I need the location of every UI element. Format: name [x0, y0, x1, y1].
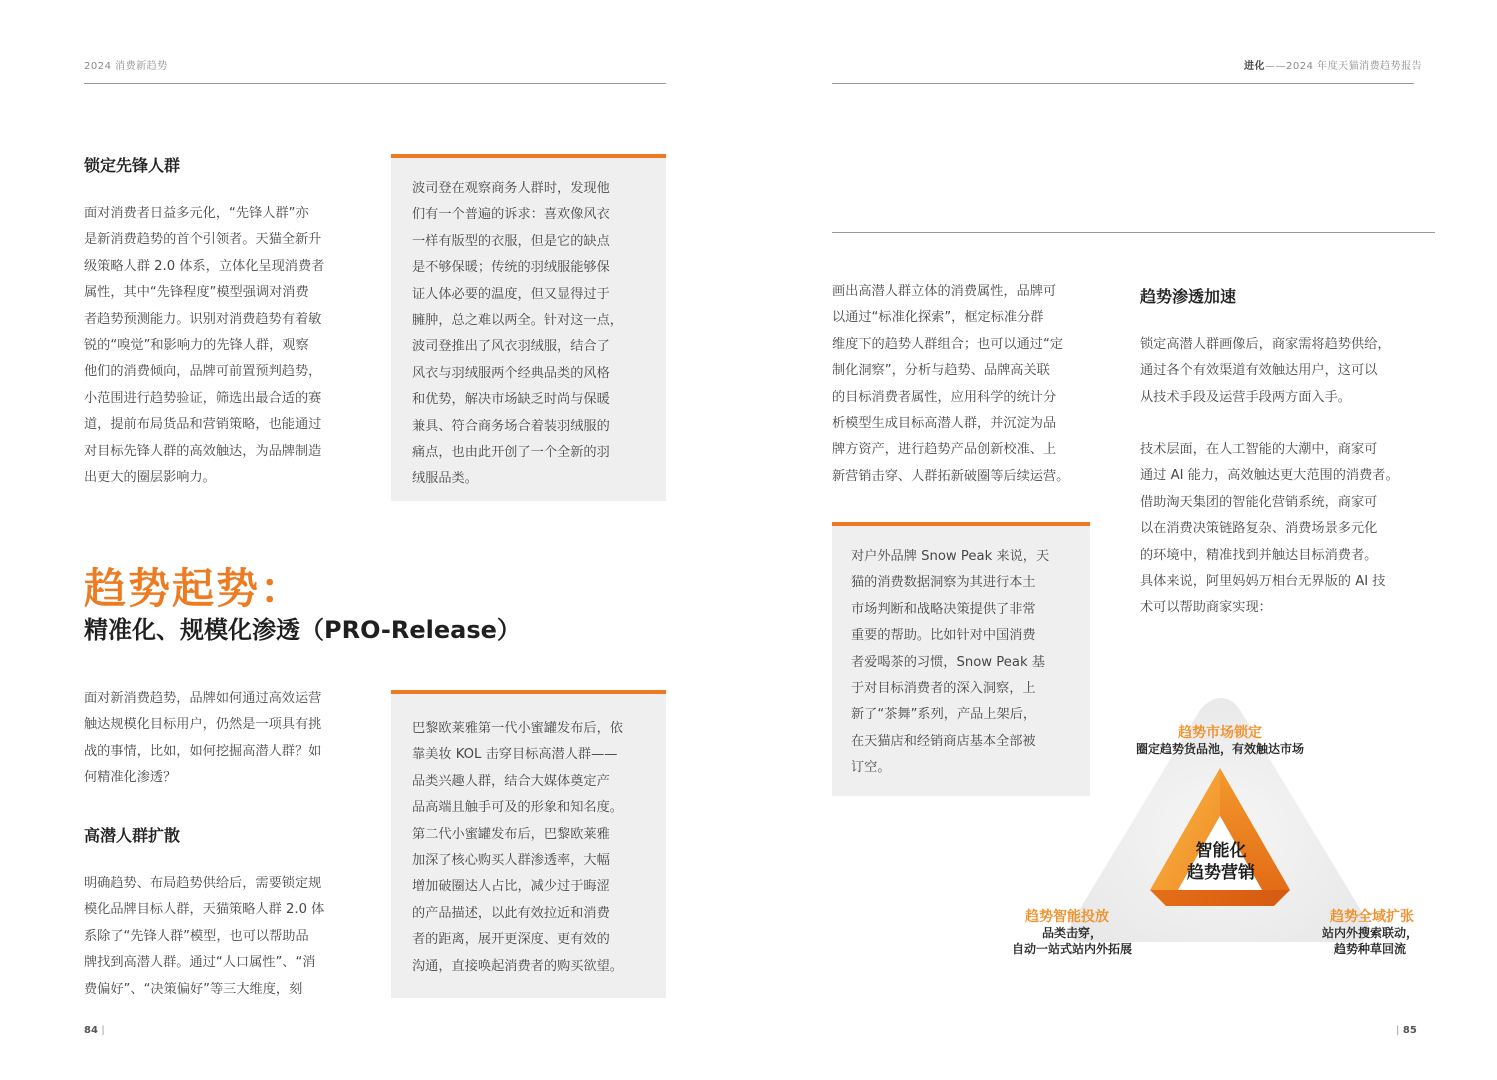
left-running-header: 2024 消费新趋势	[84, 61, 168, 72]
section-body-para2: 技术层面，在人工智能的大潮中，商家可 通过 AI 能力，高效触达更大范围的消费者。 借助淘天集团的智能化营销系统，商家可 以在消费决策链路复杂、消费场景多元化 的环境中，精准找到并触达目标消费者。 具体来说，阿里妈妈万相台无界版的 AI 技 术可以帮助商家实现：	[1140, 442, 1399, 616]
section-heading-trend-penetration: 趋势渗透加速	[1140, 287, 1237, 306]
chapter-title: 趋势起势：	[84, 564, 305, 613]
left-header-rule	[84, 83, 666, 84]
diagram-right-desc: 站内外搜索联动， 趋势种草回流	[1321, 926, 1418, 956]
right-page-number: | 85	[1396, 1025, 1417, 1036]
section-body-lock-pioneers: 面对消费者日益多元化，“先锋人群”亦 是新消费趋势的首个引领者。天猫全新升 级策略人群 2.0 体系，立体化呈现消费者 属性，其中“先锋程度”模型强调对消费 者趋势预测能力。识别对消费趋势有着敏 锐的“嗅觉”和影响力的先锋人群，观察 他们的消费倾向，品牌可前置预判趋势， 小范围进行趋势验证，筛选出最合适的赛 道，提前布局货品和营销策略，也能通过 对目标先锋人群的高效触达，为品牌制造 出更大的圈层影响力。	[84, 206, 325, 486]
right-running-header: 进化——2024 年度天猫消费趋势报告	[1244, 61, 1423, 72]
case-box-loreal-text: 巴黎欧莱雅第一代小蜜罐发布后，依 靠美妆 KOL 击穿目标高潜人群—— 品类兴趣人群，结合大媒体奠定产 品高端且触手可及的形象和知名度。 第二代小蜜罐发布后，巴黎欧莱雅 加深了核心购买人群渗透率，大幅 增加破圈达人占比，减少过于晦涩 的产品描述，以此有效拉近和消费 者的距离，展开更深度、更有效的 沟通，直接唤起消费者的购买欲望。	[412, 721, 623, 974]
triangle-bottom-bar	[1150, 890, 1290, 906]
diagram-center-label: 智能化 趋势营销	[1187, 841, 1255, 883]
diagram-right-title: 趋势全域扩张	[1330, 909, 1414, 925]
diagram-top-title: 趋势市场锁定	[1178, 725, 1262, 741]
right-header-rule	[832, 83, 1414, 84]
case-box-bosideng	[391, 154, 666, 501]
chapter-subtitle: 精准化、规模化渗透（PRO-Release）	[84, 616, 521, 644]
case-box-bosideng-text: 波司登在观察商务人群时，发现他 们有一个普遍的诉求：喜欢像风衣 一样有版型的衣服，但是它的缺点 是不够保暖；传统的羽绒服能够保 证人体必要的温度，但又显得过于 臃肿，总之难以两全。针对这一点， 波司登推出了风衣羽绒服，结合了 风衣与羽绒服两个经典品类的风格 和优势，解决市场缺乏时尚与保暖 兼具、符合商务场合着装羽绒服的 痛点，也由此开创了一个全新的羽 绒服品类。	[412, 181, 623, 487]
section-body-para1: 锁定高潜人群画像后，商家需将趋势供给， 通过各个有效渠道有效触达用户，这可以 从技术手段及运营手段两方面入手。	[1140, 337, 1391, 405]
diagram-left-desc: 品类击穿， 自动一站式站内外拓展	[1011, 926, 1132, 956]
case-box-snowpeak-text: 对户外品牌 Snow Peak 来说，天 猫的消费数据洞察为其进行本土 市场判断和战略决策提供了非常 重要的帮助。比如针对中国消费 者爱喝茶的习惯，Snow Peak 基 于对目标消费者的深入洞察，上 新了“茶舞”系列，产品上架后， 在天猫店和经销商店基本全部被 订空。	[851, 549, 1050, 776]
diagram-top-desc: 圈定趋势货品池，有效触达市场	[1135, 742, 1304, 756]
section-heading-high-potential: 高潜人群扩散	[84, 826, 181, 845]
section-heading-lock-pioneers: 锁定先锋人群	[84, 156, 181, 175]
diagram-left-title: 趋势智能投放	[1025, 909, 1109, 925]
case-box-loreal	[391, 690, 666, 998]
left-page-number: 84 |	[84, 1025, 105, 1036]
continued-text: 画出高潜人群立体的消费属性，品牌可 以通过“标准化探索”，框定标准分群 维度下的趋势人群组合；也可以通过“定 制化洞察”，分析与趋势、品牌高关联 的目标消费者属性，应用科学的统计分 析模型生成目标高潜人群，并沉淀为品 牌方资产，进行趋势产品创新校准、上 新营销击穿、人群拓新破圈等后续运营。	[832, 284, 1070, 484]
chapter-intro: 面对新消费趋势，品牌如何通过高效运营 触达规模化目标用户，仍然是一项具有挑 战的事情，比如，如何挖掘高潜人群？如 何精准化渗透？	[84, 691, 322, 786]
section-body-high-potential: 明确趋势、布局趋势供给后，需要锁定规 模化品牌目标人群，天猫策略人群 2.0 体 系除了“先锋人群”模型，也可以帮助品 牌找到高潜人群。通过“人口属性”、“消 费偏好”、“决策偏好”等三大维度，刻	[84, 876, 325, 997]
right-divider-rule	[832, 232, 1435, 233]
